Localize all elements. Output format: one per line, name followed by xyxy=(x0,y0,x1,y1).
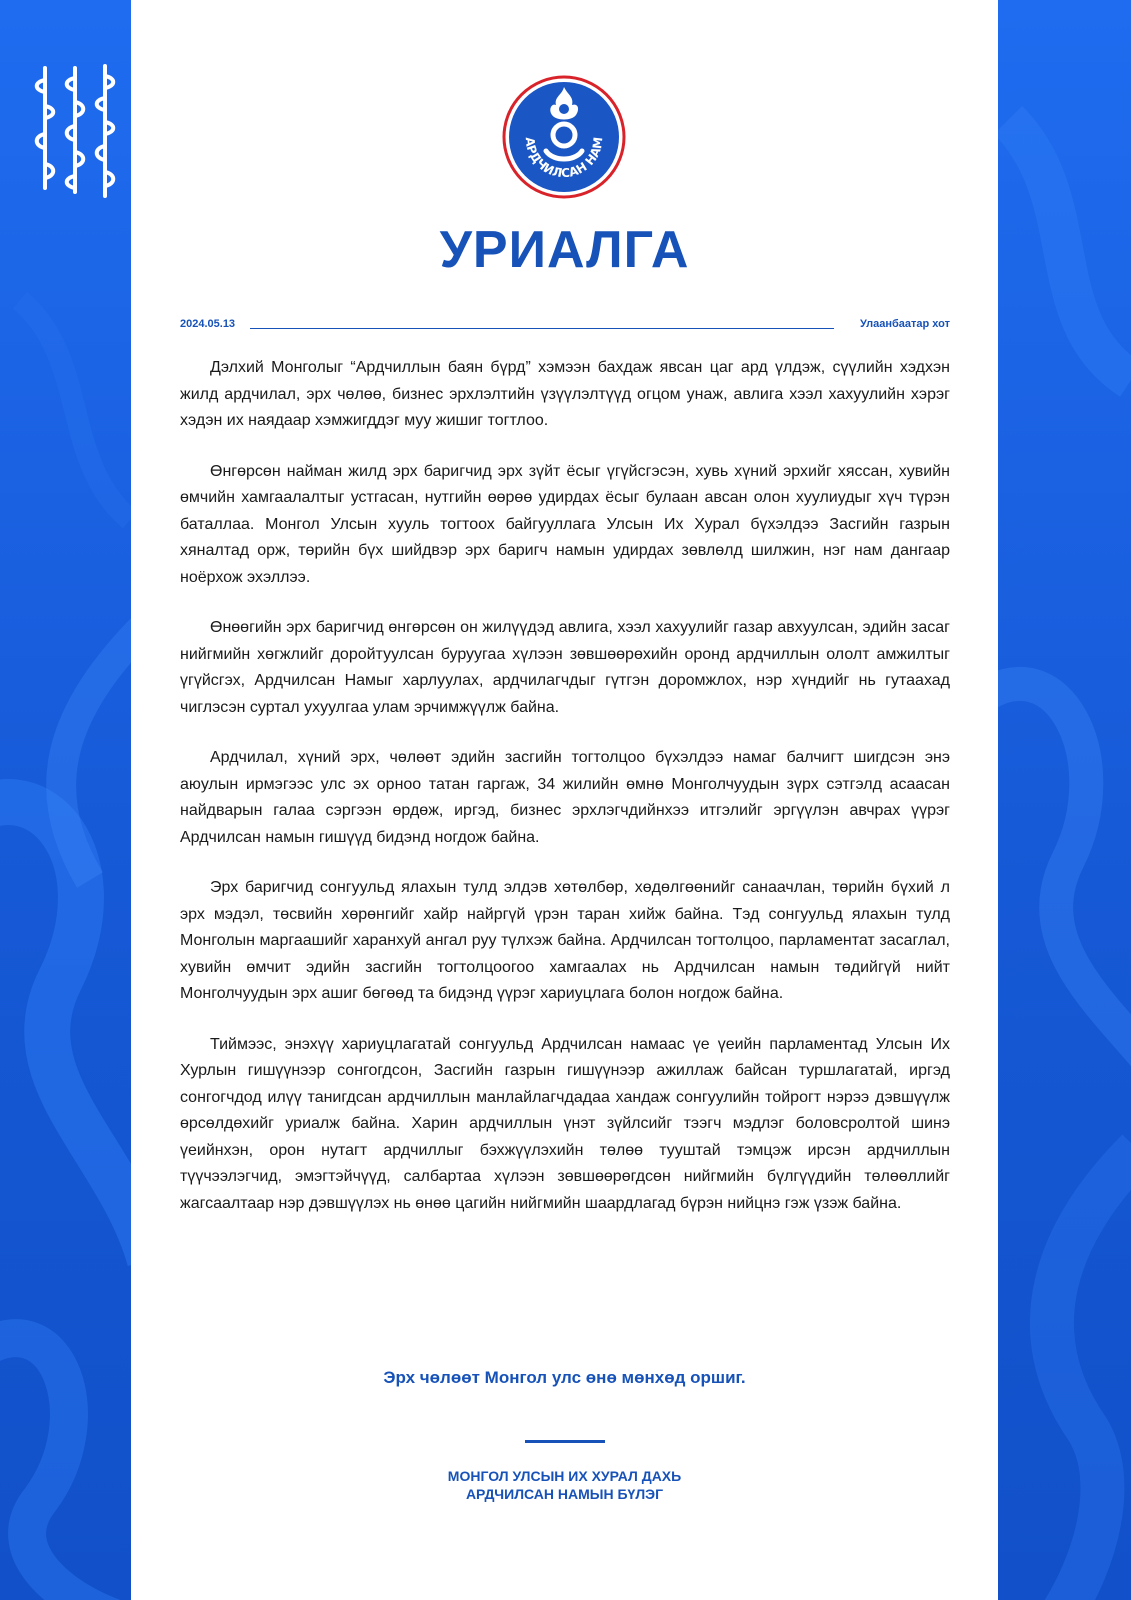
brush-pattern-right xyxy=(998,0,1131,1600)
party-logo xyxy=(502,75,626,199)
paragraph: Өнгөрсөн найман жилд эрх баригчид эрх зүйт ёсыг үгүйсгэсэн, хувь хүний эрхийг хяссан, хувийн өмчийн хамгаалалтыг устгасан, нутгийн өөрөө удирдах ёсыг булаан авсан олон хуулиудыг хүч түрэн баталлаа. Монгол Улсын хууль тогтоох байгууллага Улсын Их Хурал бүхэлдээ Засгийн газрын хяналтад орж, төрийн бүх шийдвэр эрх баригч намын удирдах зөвлөлд шилжин, нэг нам дангаар ноёрхож эхэллээ. xyxy=(180,462,950,586)
right-decorative-border xyxy=(998,0,1131,1600)
paragraph: Дэлхий Монголыг “Ардчиллын баян бүрд” хэмээн бахдаж явсан цаг ард үлдэж, сүүлийн хэдхэн жилд ардчилал, эрх чөлөө, бизнес эрхлэлтийн үзүүлэлтүүд огцом унаж, авлига хээл хахуулийн хэрэг хэдэн их наядаар хэмжигддэг муу жишиг тогтлоо. xyxy=(180,359,950,429)
page-title: УРИАЛГА xyxy=(439,221,690,279)
mongolian-script-icon xyxy=(30,60,120,200)
document-place: Улаанбаатар хот xyxy=(859,318,950,330)
logo-text: АРДЧИЛСАН НАМ xyxy=(522,136,606,181)
document-date: 2024.05.13 xyxy=(180,318,236,330)
signature-line-2: АРДЧИЛСАН НАМЫН БҮЛЭГ xyxy=(465,1486,664,1502)
body-text xyxy=(180,355,950,1241)
signature-block xyxy=(131,1467,998,1503)
paragraph: Өнөөгийн эрх баригчид өнгөрсөн он жилүүдэд авлига, хээл хахуулийг газар авхуулсан, эдийн засаг нийгмийн хөгжлийг доройтуулсан буруугаа хүлээн зөвшөөрөхийн оронд ардчиллын ололт амжилтыг үгүйсгэх, Ардчилсан Намыг харлуулах, ардчилагчдыг гүтгэн доромжлох, нэр хүндийг нь гутаахад чиглэсэн суртал ухуулгаа улам эрчимжүүлж байна. xyxy=(180,619,950,716)
closing-slogan: Эрх чөлөөт Монгол улс өнө мөнхөд оршиг. xyxy=(383,1368,746,1387)
date-place-row xyxy=(180,318,950,334)
signature-line-1: МОНГОЛ УЛСЫН ИХ ХУРАЛ ДАХЬ xyxy=(447,1468,682,1484)
brush-pattern-left xyxy=(0,0,131,1600)
meta-divider xyxy=(250,328,834,329)
signature-divider xyxy=(525,1440,605,1443)
document-page xyxy=(131,0,998,1600)
left-decorative-border xyxy=(0,0,131,1600)
paragraph: Ардчилал, хүний эрх, чөлөөт эдийн засгийн тогтолцоо бүхэлдээ намаг балчигт шигдсэн энэ аюулын ирмэгээс улс эх орноо татан гаргаж, 34 жилийн өмнө Монголчуудын зүрх сэтгэлд асаасан найдварын галаа сэргээн өрдөж, иргэд, бизнес эрхлэгчдийнхээ итгэлийг эргүүлэн авчрах үүрэг Ардчилсан намын гишүүд бидэнд ногдож байна. xyxy=(180,749,950,846)
paragraph: Эрх баригчид сонгуульд ялахын тулд элдэв хөтөлбөр, хөдөлгөөнийг санаачлан, төрийн бүхий л эрх мэдэл, төсвийн хөрөнгийг хайр найргүй үрэн таран хийж байна. Тэд сонгуульд ялахын тулд Монголын маргаашийг харанхуй ангал руу түлхэж байна. Ардчилсан тогтолцоо, парламентат засаглал, хувийн өмчит эдийн засгийн тогтолцоогоо хамгаалах нь Ардчилсан намын төдийгүй нийт Монголчуудын эрх ашиг бөгөөд та бидэнд үүрэг хариуцлага болон ногдож байна. xyxy=(180,879,950,1002)
paragraph: Тиймээс, энэхүү хариуцлагатай сонгуульд Ардчилсан намаас үе үеийн парламентад Улсын Их Хурлын гишүүнээр сонгогдсон, Засгийн газрын гишүүнээр ажиллаж байсан туршлагатай, иргэд сонгогчдод илүү танигдсан ардчиллын манлайлагчдадаа хандаж сонгуулийн тойрогт нэрээ дэвшүүлж өрсөлдөхийг уриалж байна. Харин ардчиллын үнэт зүйлсийг тээгч мэдлэг боловсролтой шинэ үеийнхэн, орон нутагт ардчиллыг бэхжүүлэхийн төлөө тууштай тэмцэж ирсэн ардчиллын түүчээлэгчид, эмэгтэйчүүд, салбартаа хүлээн зөвшөөрөгдсөн нийгмийн бүлгүүдийн төлөөллийг жагсаалтаар нэр дэвшүүлэх нь өнөө цагийн нийгмийн шаардлагад бүрэн нийцнэ гэж үзэж байна. xyxy=(180,1035,950,1212)
